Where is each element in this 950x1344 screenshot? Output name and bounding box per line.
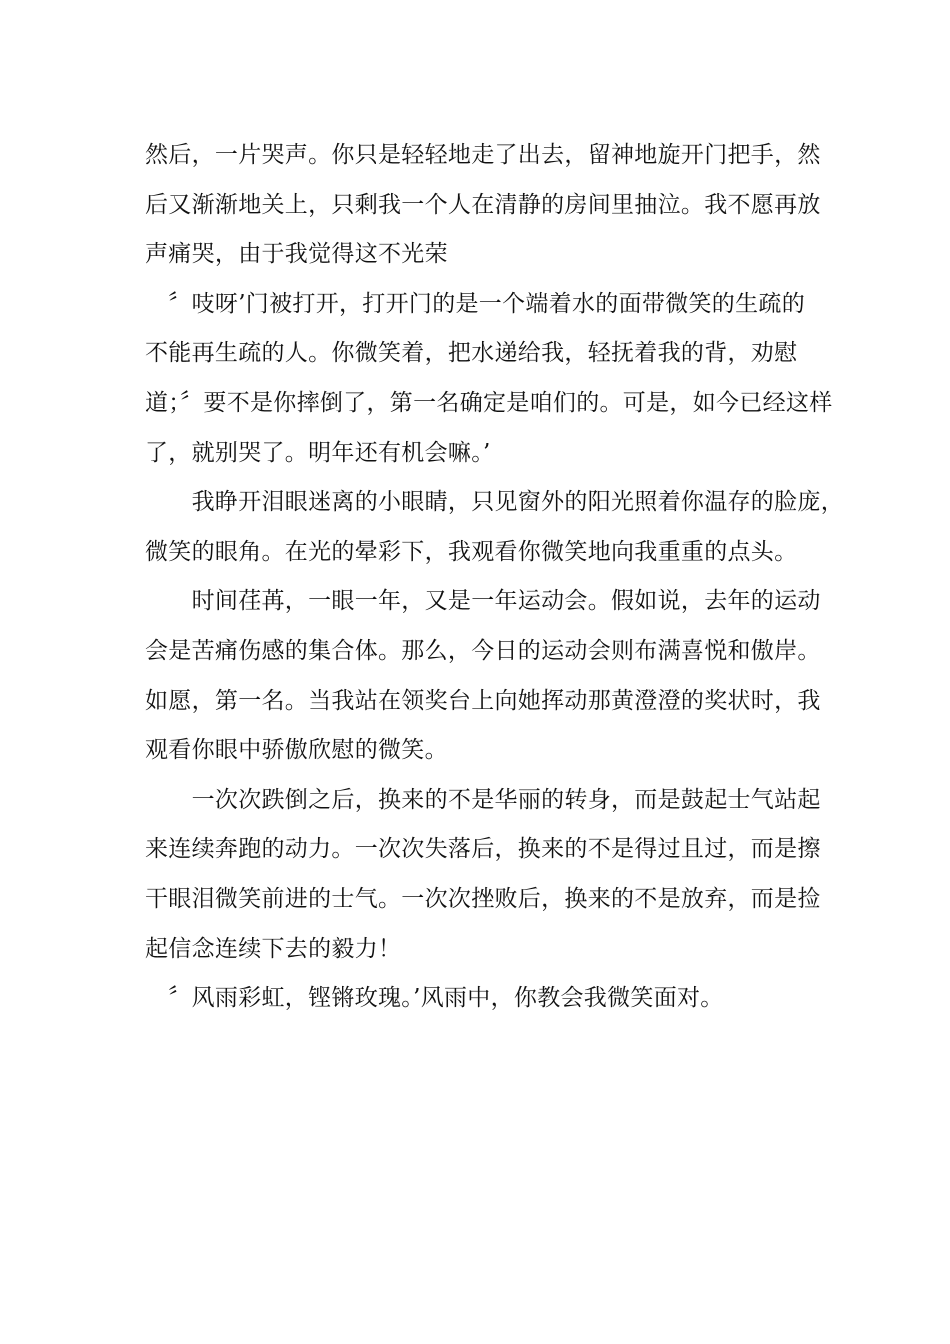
paragraph-2-line-1: 〞吱呀’门被打开，打开门的是一个端着水的面带微笑的生疏的	[145, 290, 806, 317]
paragraph-6	[145, 974, 835, 1024]
paragraph-3	[145, 478, 844, 577]
paragraph-1-line-3: 声痛哭，由于我觉得这不光荣	[145, 241, 448, 268]
paragraph-2	[145, 280, 835, 478]
paragraph-5	[145, 776, 835, 974]
paragraph-4-line-2: 会是苦痛伤感的集合体。那么，今日的运动会则布满喜悦和傲岸。	[145, 637, 821, 664]
paragraph-4-line-1: 时间荏苒，一眼一年，又是一年运动会。假如说，去年的运动	[145, 588, 821, 615]
paragraph-1-line-1: 然后，一片哭声。你只是轻轻地走了出去，留神地旋开门把手，然	[145, 142, 821, 168]
paragraph-3-line-1: 我睁开泪眼迷离的小眼睛，只见窗外的阳光照着你温存的脸庞，	[145, 489, 844, 516]
paragraph-5-line-2: 来连续奔跑的动力。一次次失落后，换来的不是得过且过，而是擦	[145, 836, 821, 863]
paragraph-4	[145, 577, 835, 775]
paragraph-1	[145, 131, 835, 280]
essay-body	[145, 131, 844, 1024]
paragraph-4-line-3: 如愿，第一名。当我站在领奖台上向她挥动那黄澄澄的奖状时，我	[145, 687, 821, 714]
paragraph-4-line-4: 观看你眼中骄傲欣慰的微笑。	[145, 737, 448, 764]
paragraph-1-line-2: 后又渐渐地关上，只剩我一个人在清静的房间里抽泣。我不愿再放	[145, 191, 821, 218]
paragraph-2-line-2: 不能再生疏的人。你微笑着，把水递给我，轻抚着我的背，劝慰	[145, 340, 798, 367]
paragraph-6-line-1: 〞风雨彩虹，铿锵玫瑰。’风雨中，你教会我微笑面对。	[145, 985, 724, 1012]
paragraph-5-line-3: 干眼泪微笑前进的士气。一次次挫败后，换来的不是放弃，而是捡	[145, 885, 821, 912]
paragraph-5-line-1: 一次次跌倒之后，换来的不是华丽的转身，而是鼓起士气站起	[145, 786, 821, 813]
paragraph-3-line-2: 微笑的眼角。在光的晕彩下，我观看你微笑地向我重重的点头。	[145, 538, 798, 565]
paragraph-2-line-4: 了，就别哭了。明年还有机会嘛。’	[145, 439, 491, 466]
paragraph-5-line-4: 起信念连续下去的毅力！	[145, 935, 402, 962]
paragraph-2-line-3: 道；〞要不是你摔倒了，第一名确定是咱们的。可是，如今已经这样	[145, 389, 833, 416]
